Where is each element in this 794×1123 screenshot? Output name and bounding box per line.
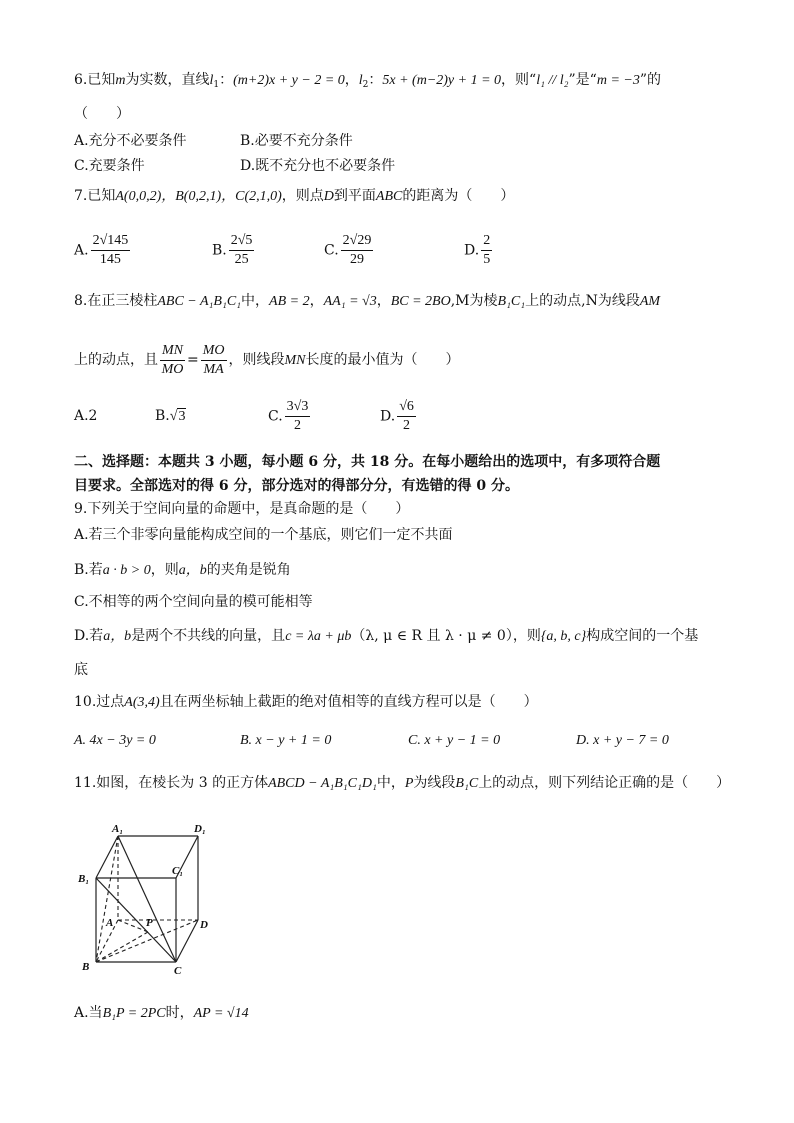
q7-option-a-den: 145: [99, 252, 121, 267]
q8-option-a: A.2: [74, 408, 98, 424]
q8-option-d-frac: [397, 398, 416, 435]
q8-frac1-num: MN: [160, 342, 185, 361]
q11-stem-b: 中，: [376, 775, 405, 791]
q8-option-d-label: D.: [380, 408, 396, 425]
edge-cd: [176, 920, 198, 962]
q8-frac1: [160, 342, 185, 379]
q7-option-c-label: C.: [324, 242, 339, 259]
q8-line2: 上的动点，且 $\frac{MN}{MO}$ = $\frac{MO}{MA}$ ，则线段MN长度的最小值为（ ）: [74, 342, 460, 377]
q8-am: AM: [639, 294, 661, 309]
q8-line1-d: 上的动点,N为线段: [525, 293, 640, 309]
q6-option-a: A.充分不必要条件: [74, 133, 187, 149]
q7-point-d: D: [323, 189, 334, 204]
q11-option-a-b: 时，: [165, 1005, 194, 1021]
q11-option-a-result: AP = √14: [193, 1006, 249, 1021]
q9-option-d-c: （λ, μ ∈ R 且 λ · μ ≠ 0），则: [351, 628, 541, 644]
q6-stem-c: ，则“: [501, 72, 537, 88]
q8-option-d-num: √6: [397, 398, 416, 417]
q6-option-d: D.既不充分也不必要条件: [240, 158, 396, 174]
q6-cond: l₁ // l₂: [536, 73, 569, 88]
q9-option-d: [74, 626, 698, 647]
q9-option-d-vectors: a，b: [103, 629, 132, 644]
q7-option-d: [464, 232, 494, 269]
q10-option-d: D. x + y − 7 = 0: [576, 733, 669, 748]
q9-option-d-set: {a, b, c}: [540, 629, 587, 644]
q7-option-d-frac: [481, 232, 492, 269]
q11-stem-a: 11.如图，在棱长为 3 的正方体: [74, 775, 269, 791]
label-a: A: [106, 917, 114, 929]
segment-a1c: [118, 836, 176, 962]
q9-option-d-a: D.若: [74, 628, 104, 644]
q8-frac2: [201, 342, 227, 379]
q10-option-c: C. x + y − 1 = 0: [408, 733, 501, 748]
q6-stem-b: 为实数，直线: [125, 72, 210, 88]
q8-option-d-den: 2: [403, 418, 411, 433]
q6-cond2: m = −3: [596, 73, 640, 88]
q6-stem-e: ”的: [639, 72, 662, 88]
q7-option-b: [212, 232, 256, 269]
q8-option-c-label: C.: [268, 408, 283, 425]
q6-paren: （ ）: [74, 106, 130, 122]
label-p: P: [146, 917, 153, 929]
q8-line1: 8.在正三棱柱ABC − A₁B₁C₁中，AB = 2，AA₁ = √3，BC = 2BO,M为棱B₁C₁上的动点,N为线段AM: [74, 293, 661, 309]
q9-option-b-expr: a · b > 0: [102, 563, 151, 578]
q8-line2-c: 长度的最小值为（ ）: [305, 352, 460, 368]
label-d: D: [200, 919, 208, 931]
q8-line2-b: ，则线段: [228, 352, 285, 368]
q6-l1-eq: (m+2)x + y − 2 = 0: [233, 73, 345, 88]
q10-stem-a: 10.过点: [74, 694, 125, 710]
q11-segment-b1c: B₁C: [455, 776, 479, 791]
q10-option-a: A. 4x − 3y = 0: [74, 733, 156, 748]
q7-stem-a: 7.已知: [74, 188, 116, 204]
q10-stem: [74, 692, 538, 713]
cube-figure: [74, 820, 224, 980]
label-b: B: [82, 961, 90, 973]
q8-option-b: B.√3: [155, 408, 186, 424]
q7-option-d-den: 5: [483, 252, 491, 267]
label-c: C: [174, 965, 182, 977]
q8-line1-c: ,M为棱: [450, 293, 498, 309]
q8-option-c-den: 2: [294, 418, 302, 433]
q11-stem: [74, 773, 730, 794]
q11-point-p: P: [404, 776, 414, 791]
q9-option-d-expr: c = λa + μb: [285, 629, 352, 644]
q9-option-b-d: 的夹角是锐角: [206, 562, 291, 578]
q8-option-b-label: B.: [155, 408, 170, 424]
segment-ap-hidden: [118, 920, 148, 932]
q7-stem-c: 到平面: [333, 188, 376, 204]
segment-a1b-hidden: [96, 836, 118, 962]
q7-option-b-den: 25: [234, 252, 249, 267]
q8-frac2-den: MA: [203, 361, 224, 377]
section2-heading-line2: 目要求。全部选对的得 6 分，部分选对的得部分分，有选错的得 0 分。: [74, 478, 519, 494]
label-c1: C₁: [172, 865, 184, 877]
q9-option-b-b: ，则: [150, 562, 179, 578]
q8-option-c-num: 3√3: [285, 398, 311, 417]
q8-mn: MN: [284, 353, 306, 368]
q11-cube: ABCD − A₁B₁C₁D₁: [268, 776, 377, 791]
q8-line1-b: 中，: [241, 293, 270, 309]
q9-option-a: A.若三个非零向量能构成空间的一个基底，则它们一定不共面: [74, 527, 453, 543]
q6-line1: 6.已知m为实数，直线$l_1$：(m+2)x + y − 2 = 0，$l_2$：5x + (m−2)y + 1 = 0，则“l₁ // l₂”是“m = −3”的: [74, 72, 662, 90]
q9-option-b: [74, 560, 291, 581]
q8-prism: ABC − A₁B₁C₁: [157, 294, 242, 309]
q7-option-c-frac: [341, 232, 374, 269]
q9-option-c: C.不相等的两个空间向量的模可能相等: [74, 594, 313, 610]
q7-option-b-num: 2√5: [229, 232, 255, 251]
q11-option-a-a: A.当: [74, 1005, 103, 1021]
q7-plane-abc: ABC: [375, 189, 403, 204]
q10-stem-b: 且在两坐标轴上截距的绝对值相等的直线方程可以是（ ）: [159, 694, 538, 710]
q6-stem-d: ”是“: [568, 72, 597, 88]
q7-option-b-label: B.: [212, 242, 227, 259]
q9-option-d-d: 构成空间的一个基: [586, 628, 699, 644]
q7-option-a-label: A.: [74, 242, 89, 259]
q7-option-a-frac: [91, 232, 131, 269]
q11-option-a: [74, 1003, 249, 1024]
q7-option-a-num: 2√145: [91, 232, 131, 251]
q11-option-a-cond: B₁P = 2PC: [102, 1006, 166, 1021]
q8-aa1: AA₁ = √3: [323, 294, 377, 309]
label-a1: A₁: [112, 823, 124, 835]
q8-line1-a: 8.在正三棱柱: [74, 293, 158, 309]
q8-option-c: [268, 398, 312, 435]
q7-points: A(0,0,2)，B(0,2,1)，C(2,1,0): [115, 189, 282, 204]
q10-option-b: B. x − y + 1 = 0: [240, 733, 332, 748]
q7-option-c-num: 2√29: [341, 232, 374, 251]
q8-ab: AB = 2: [269, 294, 310, 309]
q6-option-c: C.充要条件: [74, 158, 145, 174]
q7-option-d-label: D.: [464, 242, 480, 259]
label-d1: D₁: [194, 823, 206, 835]
q8-option-c-frac: [285, 398, 311, 435]
q7-stem: [74, 186, 514, 207]
q9-option-b-a: B.若: [74, 562, 103, 578]
q7-stem-d: 的距离为（ ）: [402, 188, 515, 204]
q9-option-d-b: 是两个不共线的向量，且: [131, 628, 286, 644]
q7-stem-b: ，则点: [281, 188, 324, 204]
q11-stem-c: 为线段: [413, 775, 456, 791]
label-b1: B₁: [78, 873, 90, 885]
q9-option-d-cont: 底: [74, 662, 88, 678]
q9-option-b-vectors: a，b: [178, 563, 207, 578]
q6-option-b: B.必要不充分条件: [240, 133, 353, 149]
q11-stem-d: 上的动点，则下列结论正确的是（ ）: [478, 775, 731, 791]
q8-frac1-den: MO: [161, 361, 184, 377]
q8-option-d: [380, 398, 418, 435]
q9-stem: 9.下列关于空间向量的命题中，是真命题的是（ ）: [74, 501, 410, 517]
q6-stem-a: 6.已知: [74, 72, 116, 88]
q7-option-b-frac: [229, 232, 255, 269]
q8-option-b-radicand: 3: [178, 409, 186, 424]
q7-option-a: [74, 232, 132, 269]
q8-bc-vector: BC = 2BO: [390, 294, 451, 309]
q7-option-d-num: 2: [481, 232, 492, 251]
q8-frac2-num: MO: [201, 342, 227, 361]
section2-heading-line1: 二、选择题：本题共 3 小题，每小题 6 分，共 18 分。在每小题给出的选项中，有多项符合题: [74, 454, 661, 470]
q6-l2-eq: 5x + (m−2)y + 1 = 0: [382, 73, 502, 88]
q8-b1c1: B₁C₁: [497, 294, 526, 309]
q8-line2-a: 上的动点，且: [74, 352, 158, 368]
q10-point: A(3,4): [124, 695, 160, 710]
q7-option-c-den: 29: [350, 252, 365, 267]
q7-option-c: [324, 232, 375, 269]
